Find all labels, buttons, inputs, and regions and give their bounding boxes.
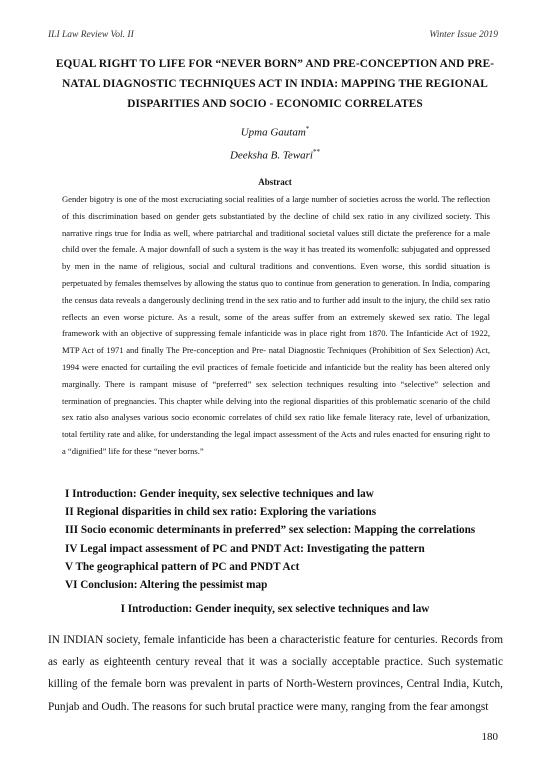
author-1 bbox=[0, 120, 550, 143]
footnote-mark: ** bbox=[313, 147, 320, 156]
abstract-text: Gender bigotry is one of the most excruciating social realities of a large number of societies across the world. The reflection of this discrimination based on gender gets substantiated by the decline of child sex ratio in any civilized society. This narrative rings true for India as well, where patriarchal and traditional societal values still dictate the preference for a male child over the female. A major downfall of such a system is the way it has treated its womenfolk: subjugated and oppressed by men in the name of religious, social and cultural traditions and conventions. Even worse, this sordid situation is perpetuated by females themselves by allowing the status quo to continue from generation to generation. In India, comparing the census data reveals a dangerously declining trend in the sex ratio and to further add insult to the injury, the child sex ratio reflects an even worse picture. As a result, some of the areas suffer from an extremely skewed sex ratio. The legal framework with an objective of suppressing female infanticide was in place right from 1870. The Infanticide Act of 1922, MTP Act of 1971 and finally The Pre-conception and Pre- natal Diagnostic Techniques (Prohibition of Sex Selection) Act, 1994 were enacted for curtailing the evil practices of female foeticide and infanticide but the reality has been altered only marginally. There is rampant misuse of “preferred” sex selection techniques resulting into “selective” selection and termination of pregnancies. This chapter while delving into the regional disparities of this problematic scenario of the child sex ratio also analyses various socio economic correlates of child sex ratio like female literacy rate, level of urbanization, total fertility rate and alike, for understanding the legal impact assessment of the Acts and rules enacted for ensuring right to a “dignified” life for these “never borns.” bbox=[62, 194, 490, 456]
running-header bbox=[48, 30, 498, 44]
toc-item: VI Conclusion: Altering the pessimist map bbox=[65, 579, 268, 592]
toc-item: IV Legal impact assessment of PC and PNDT Act: Investigating the pattern bbox=[65, 542, 425, 555]
issue-label: Winter Issue 2019 bbox=[429, 30, 498, 40]
toc-item: V The geographical pattern of PC and PNDT Act bbox=[65, 560, 300, 573]
author-2 bbox=[0, 143, 550, 166]
author-name: Upma Gautam bbox=[240, 126, 306, 139]
author-name: Deeksha B. Tewari bbox=[229, 149, 313, 162]
abstract bbox=[62, 191, 490, 460]
toc-item: I Introduction: Gender inequity, sex selective techniques and law bbox=[65, 488, 374, 500]
section-heading: I Introduction: Gender inequity, sex selective techniques and law bbox=[120, 603, 430, 615]
toc-item: II Regional disparities in child sex ratio: Exploring the variations bbox=[65, 506, 377, 519]
toc-item: III Socio economic determinants in preferred” sex selection: Mapping the correlations bbox=[65, 524, 476, 537]
table-of-contents bbox=[65, 485, 475, 594]
body-paragraph: IN INDIAN society, female infanticide has been a characteristic feature for centuries. Records from as early as eighteenth century reveal that it was a socially acceptable practice. Such systematic killing of the female born was prevalent in parts of North-Western provinces, Central India, Kutch, Punjab and Oudh. The reasons for such brutal practice were many, ranging from the fear amongst bbox=[48, 634, 503, 713]
paper-title: EQUAL RIGHT TO LIFE FOR “NEVER BORN” AND PRE-CONCEPTION AND PRE-NATAL DIAGNOSTIC TECHNIQUES ACT IN INDIA: MAPPING THE REGIONAL DISPARITIES AND SOCIO - ECONOMIC CORRELATES bbox=[55, 58, 495, 110]
footnote-mark: * bbox=[305, 125, 310, 133]
journal-name: ILI Law Review Vol. II bbox=[48, 30, 134, 40]
author-block bbox=[0, 120, 550, 165]
section-body bbox=[48, 629, 503, 718]
abstract-heading: Abstract bbox=[258, 177, 292, 187]
page-number: 180 bbox=[481, 731, 498, 743]
